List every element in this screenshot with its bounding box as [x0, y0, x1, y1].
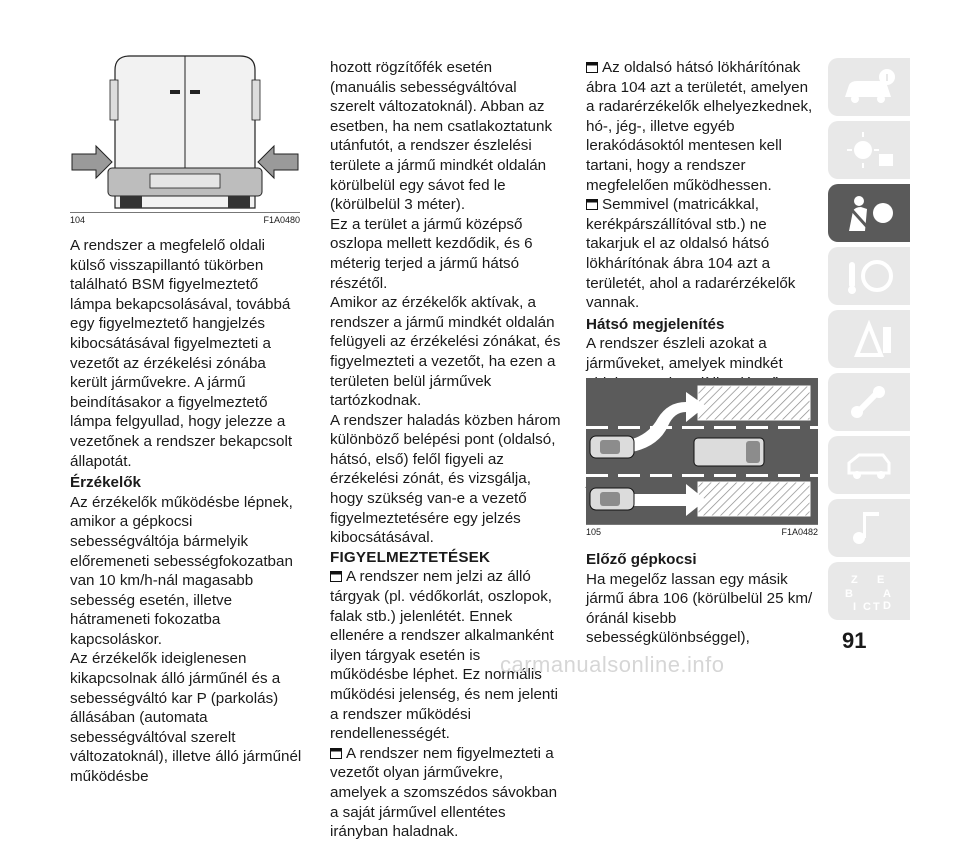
tab-dashboard-lights[interactable] [828, 121, 910, 179]
tab-emergency[interactable] [828, 310, 910, 368]
car-spec-icon [839, 443, 899, 487]
warning-triangle-icon [839, 317, 899, 361]
col2-warning-2 [330, 744, 562, 842]
warning-icon [330, 571, 342, 582]
index-letter: D [883, 600, 891, 612]
index-letter: B [845, 588, 853, 600]
figure-code: F1A0480 [263, 215, 300, 225]
page-number: 91 [842, 628, 867, 653]
figure-105-lanes-diagram [586, 378, 818, 524]
col2-warning-2-text: A rendszer nem figyelmezteti a vezetőt olyan járművekre, amelyek a szomszédos sávokban a saját járművel ellentétes irányban haladnak. [330, 744, 558, 841]
col2-paragraph-4: A rendszer haladás közben három különböző belépési pont (oldalsó, hátsó, első) felől figyeli az érzékelési zónát, és vizsgálja, hogy szükség van-e a vezető figyelmeztetésére egy jelzés kibocsátásával. [330, 411, 561, 547]
col1-paragraph-2: Az érzékelők ideiglenesen kikapcsolnak álló járműnél és a sebességváltó kar P (parkolás) állásában (automata sebességváltóval szerelt változatoknál), illetve álló járműnél működésbe [70, 650, 302, 786]
figure-code: F1A0482 [781, 527, 818, 537]
column-2-text [330, 58, 562, 842]
car-info-icon [839, 65, 899, 109]
col2-paragraph-2: Ez a terület a jármű középső oszlopa mellett kezdődik, és 6 méterig terjed a jármű hátsó részétől. [330, 215, 533, 292]
rear-display-heading: Hátsó megjelenítés [586, 315, 725, 333]
figure-104-caption [70, 212, 300, 226]
figure-number: 105 [586, 527, 602, 537]
col3-warning-1-text: Az oldalsó hátsó lökhárítónak ábra 104 azt a területét, amelyen a radarérzékelők elhelyezkednek, hó-, jég-, illetve egyéb lerakódásoktól mentesen kell tartani, hogy a rendszer megfelelően működhessen. [586, 59, 813, 194]
key-steering-icon [839, 254, 899, 298]
tab-multimedia[interactable] [828, 499, 910, 557]
seatbelt-airbag-icon [839, 191, 899, 235]
col2-warning-1-text: A rendszer nem jelzi az álló tárgyak (pl. védőkorlát, oszlopok, falak stb.) jelenlétét. Ennek ellenére a rendszer alkalmanként ilyen tárgyak esetén is működésbe léphet. Ez normális működési jelenség, és nem jelenti a rendszer működési rendellenességét. [330, 568, 558, 743]
figure-number: 104 [70, 215, 86, 225]
index-letter: C [863, 601, 871, 613]
index-letter: E [877, 574, 885, 586]
figure-104-van-rear [70, 50, 300, 210]
chapter-tabs [828, 58, 910, 625]
col3-warning-2 [586, 195, 818, 313]
index-letters-icon [839, 569, 899, 613]
tab-info[interactable] [828, 58, 910, 116]
warning-icon [586, 199, 598, 210]
tab-safety[interactable] [828, 184, 910, 242]
col1-heading: Érzékelők [70, 474, 141, 492]
col3-warning-1 [586, 58, 818, 195]
index-letter: T [873, 601, 880, 613]
index-letter: A [883, 588, 891, 600]
col3-paragraph-2: Ha megelőz lassan egy másik jármű ábra 106 (körülbelül 25 km/óránál kisebb sebességkülönbséggel), [586, 570, 813, 647]
col2-paragraph-3: Amikor az érzékelők aktívak, a rendszer a jármű mindkét oldalán felügyeli az érzékelési zónákat, és figyelmezteti a vezetőt, ha ezen a területen belül járművek tartózkodnak. [330, 294, 561, 410]
warnings-heading: FIGYELMEZTETÉSEK [330, 548, 491, 566]
col1-intro: A rendszer a megfelelő oldali külső visszapillantó tükörben található BSM figyelmeztető lámpa bekapcsolásával, továbbá egy figyelmeztető hangjelzés kibocsátásával figyelmezteti a vezetőt az érzékelési zónába került járművekre. A jármű beindításakor a figyelmeztető lámpa felgyullad, hogy jelezze a vezetőnek a rendszer bekapcsolt állapotát. [70, 237, 293, 470]
wrench-icon [839, 380, 899, 424]
col3-paragraph-1: A rendszer észleli azokat a járműveket, amelyek mindkét [586, 335, 783, 372]
watermark: carmanualsonline.info [500, 652, 725, 677]
index-letter: I [853, 601, 857, 613]
warning-icon [586, 62, 598, 73]
tab-index[interactable] [828, 562, 910, 620]
col2-paragraph-1: hozott rögzítőfék esetén (manuális sebességváltóval szerelt változatoknál). Abban az esetben, ha nem csatlakoztatunk utánfutót, a rendszer észlelési területe a jármű mindkét oldalán körülbelül egy sávot fed le (körülbelül 3 méter). [330, 59, 553, 214]
warning-icon [330, 748, 342, 759]
column-1-text [70, 236, 302, 787]
music-note-icon [839, 506, 899, 550]
overtaking-heading: Előző gépkocsi [586, 551, 697, 568]
tab-technical-data[interactable] [828, 436, 910, 494]
index-letter: Z [851, 574, 858, 586]
tab-starting[interactable] [828, 247, 910, 305]
column-3-text-bottom [586, 548, 818, 648]
warning-lights-icon [839, 128, 899, 172]
col3-warning-2-text: Semmivel (matricákkal, kerékpárszállítóval stb.) ne takarjuk el az oldalsó hátsó lökhárítónak ábra 104 azt a területét, ahol a radarérzékelők vannak. [586, 196, 796, 312]
col1-paragraph-1: Az érzékelők működésbe lépnek, amikor a gépkocsi sebességváltója bármelyik előremeneti sebességfokozatban van 10 km/h-nál magasabb sebesség esetén, illetve hátrameneti fokozatba kapcsoláskor. [70, 493, 293, 648]
figure-105-caption [586, 524, 818, 538]
tab-maintenance[interactable] [828, 373, 910, 431]
